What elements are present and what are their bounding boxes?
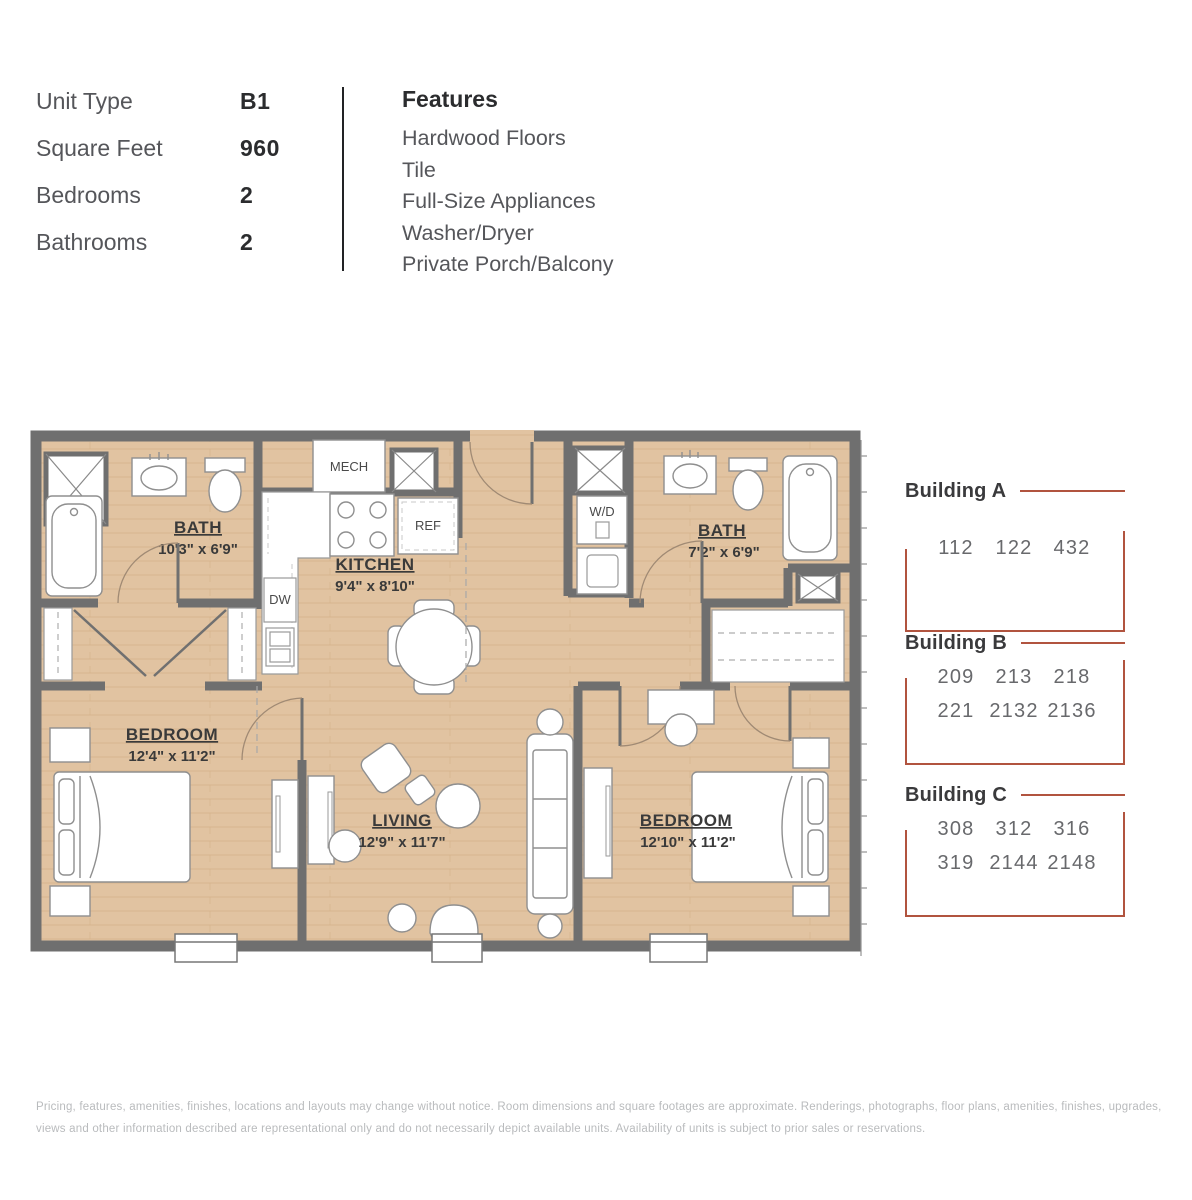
unit-number: 112	[938, 536, 974, 559]
building-c-line	[1021, 794, 1125, 796]
building-c-title: Building C	[905, 784, 1021, 807]
building-c-box	[905, 812, 1125, 917]
bath2-dims: 7'2" x 6'9"	[688, 544, 760, 561]
unit-type-label: Unit Type	[36, 88, 133, 114]
building-a-header	[905, 478, 1125, 504]
mech-closet	[313, 440, 385, 492]
unit-number-row	[905, 812, 1123, 846]
unit-info-row	[36, 229, 336, 276]
bath1-dims: 10'3" x 6'9"	[158, 541, 238, 558]
building-c-header	[905, 782, 1125, 808]
features-title: Features	[402, 86, 498, 112]
sink	[132, 452, 186, 496]
building-a-box	[905, 531, 1125, 632]
bathtub	[46, 496, 102, 596]
square-feet-label: Square Feet	[36, 135, 163, 161]
unit-number-row	[905, 660, 1123, 694]
feature-item: Tile	[402, 157, 436, 182]
bedroom1-dims: 12'4" x 11'2"	[128, 748, 216, 765]
feature-item: Full-Size Appliances	[402, 189, 596, 213]
unit-number: 312	[995, 817, 1033, 840]
unit-number: 209	[937, 665, 975, 688]
unit-number-row	[905, 694, 1123, 728]
bedroom2-dims: 12'10" x 11'2"	[640, 834, 736, 851]
building-a-section	[905, 478, 1125, 632]
kitchen-label: KITCHEN	[335, 555, 415, 574]
bedrooms-value: 2	[240, 182, 254, 208]
square-feet-value: 960	[240, 135, 280, 161]
building-c-section	[905, 782, 1125, 917]
building-b-line	[1021, 642, 1125, 644]
media-console	[584, 768, 612, 878]
building-a-title: Building A	[905, 480, 1020, 503]
entry-opening	[470, 430, 534, 442]
feature-item: Hardwood Floors	[402, 126, 566, 150]
bath1-label: BATH	[174, 518, 222, 537]
unit-type-value: B1	[240, 88, 271, 114]
bedrooms-label: Bedrooms	[36, 182, 141, 208]
feature-item: Private Porch/Balcony	[402, 252, 614, 276]
building-b-box	[905, 660, 1125, 765]
ottoman	[329, 830, 361, 862]
building-a-line	[1020, 490, 1125, 492]
unit-number: 2136	[1047, 699, 1097, 722]
bathrooms-label: Bathrooms	[36, 229, 148, 255]
unit-number: 308	[937, 817, 975, 840]
refrigerator	[398, 498, 458, 554]
stove	[330, 494, 394, 556]
unit-number: 122	[995, 536, 1033, 559]
features-panel	[402, 86, 614, 281]
unit-number-row	[905, 531, 1123, 565]
kitchen-sink	[266, 628, 294, 666]
unit-number: 432	[1053, 536, 1091, 559]
bedroom2-label: BEDROOM	[639, 811, 733, 830]
unit-number-row	[905, 846, 1123, 880]
unit-number: 213	[995, 665, 1033, 688]
building-b-title: Building B	[905, 632, 1021, 655]
unit-info-row	[36, 88, 336, 135]
bed	[54, 772, 190, 882]
unit-number: 2144	[989, 851, 1039, 874]
bathrooms-value: 2	[240, 229, 254, 255]
side-table	[538, 914, 562, 938]
dw-label: DW	[269, 592, 291, 607]
coffee-table	[436, 784, 480, 828]
unit-number: 218	[1053, 665, 1091, 688]
kitchen-dims: 9'4" x 8'10"	[335, 578, 415, 595]
feature-item: Washer/Dryer	[402, 220, 534, 245]
floor-plan	[30, 428, 875, 973]
living-label: LIVING	[372, 811, 432, 830]
vertical-divider	[342, 87, 344, 271]
mech-label: MECH	[329, 459, 369, 474]
wd-label: W/D	[589, 504, 615, 519]
building-b-section	[905, 630, 1125, 765]
living-dims: 12'9" x 11'7"	[358, 834, 446, 851]
unit-number: 221	[937, 699, 975, 722]
unit-number: 316	[1053, 817, 1091, 840]
ref-label: REF	[415, 518, 441, 533]
building-b-header	[905, 630, 1125, 656]
bath2-label: BATH	[698, 521, 746, 540]
sink	[664, 450, 716, 494]
disclaimer-text: Pricing, features, amenities, finishes, locations and layouts may change without notice. Room dimensions and square footages are approximate. Renderings, photographs, floor plans, amenities, finishes, upgrades, views and other information described are representational only and do not necessarily depict available units. Availability of units is subject to prior sales or reservations.	[36, 1101, 1162, 1135]
bathtub	[783, 456, 837, 560]
unit-info-row	[36, 182, 336, 229]
bedroom2-closet	[712, 610, 844, 682]
sofa	[527, 734, 573, 914]
bedroom1-label: BEDROOM	[125, 725, 219, 744]
unit-number: 2148	[1047, 851, 1097, 874]
side-table	[388, 904, 416, 932]
unit-info-row	[36, 135, 336, 182]
dishwasher	[264, 578, 296, 622]
unit-number: 319	[937, 851, 975, 874]
side-table	[537, 709, 563, 735]
unit-number: 2132	[989, 699, 1039, 722]
unit-info-panel	[36, 88, 336, 276]
